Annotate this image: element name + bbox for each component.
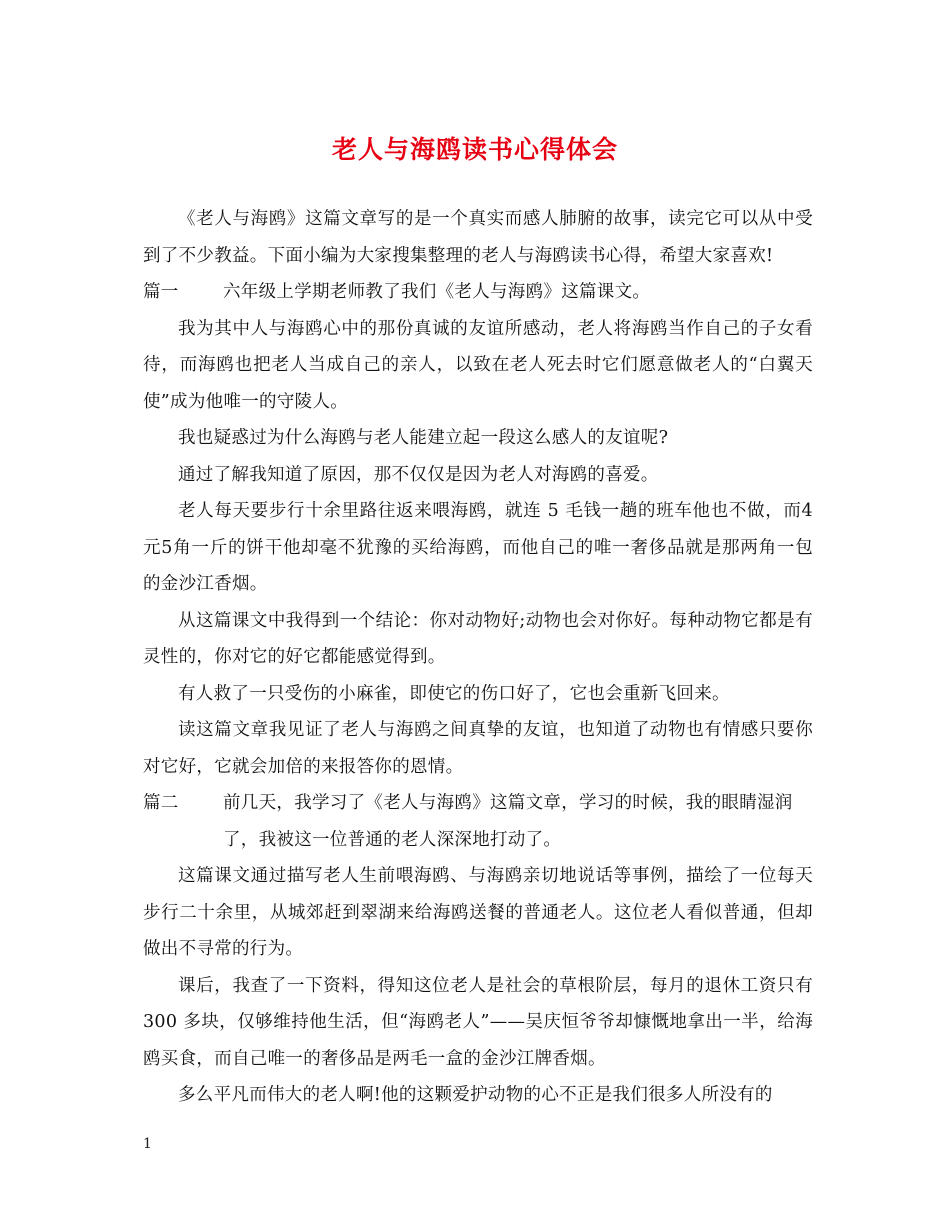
paragraph: 有人救了一只受伤的小麻雀，即使它的伤口好了，它也会重新飞回来。 [178,683,730,704]
paragraph: 前几天，我学习了《老人与海鸥》这篇文章，学习的时候，我的眼睛湿润了，我被这一位普通的老人深深地打动了。 [223,793,793,850]
paragraph: 多么平凡而伟大的老人啊!他的这颗爱护动物的心不正是我们很多人所没有的 [178,1085,773,1105]
paragraph: 六年级上学期老师教了我们《老人与海鸥》这篇课文。 [223,282,651,302]
paragraph: 课后，我查了一下资料，得知这位老人是社会的草根阶层，每月的退休工资只有 300 多块，仅够维持他生活，但“海鸥老人”——吴庆恒爷爷却慷慨地拿出一半，给海鸥买食，而自己唯一的奢侈品是两毛一盒的金沙江牌香烟。 [143,975,813,1069]
paragraph: 我也疑惑过为什么海鸥与老人能建立起一段这么感人的友谊呢? [178,428,669,448]
paragraph: 通过了解我知道了原因，那不仅仅是因为老人对海鸥的喜爱。 [178,464,659,485]
paragraph: 老人每天要步行十余里路往返来喂海鸥，就连 5 毛钱一趟的班车他也不做，而4元5角一斤的饼干他却毫不犹豫的买给海鸥，而他自己的唯一奢侈品就是那两角一包的金沙江香烟。 [143,501,813,594]
section-label: 篇二 [143,793,179,813]
paragraph: 我为其中人与海鸥心中的那份真诚的友谊所感动，老人将海鸥当作自己的子女看待，而海鸥也把老人当成自己的亲人，以致在老人死去时它们愿意做老人的“白翼天使”成为他唯一的守陵人。 [143,318,813,412]
paragraph: 读这篇文章我见证了老人与海鸥之间真挚的友谊，也知道了动物也有情感只要你对它好，它就会加倍的来报答你的恩情。 [143,720,813,777]
section-heading-row [143,785,813,858]
paragraph: 这篇课文通过描写老人生前喂海鸥、与海鸥亲切地说话等事例，描绘了一位每天步行二十余里，从城郊赶到翠湖来给海鸥送餐的普通老人。这位老人看似普通，但却做出不寻常的行为。 [143,866,813,959]
document-body [143,201,813,1114]
section-label: 篇一 [143,282,179,302]
paragraph: 《老人与海鸥》这篇文章写的是一个真实而感人肺腑的故事，读完它可以从中受到了不少教益。下面小编为大家搜集整理的老人与海鸥读书心得，希望大家喜欢! [143,209,813,266]
paragraph: 从这篇课文中我得到一个结论：你对动物好;动物也会对你好。每种动物它都是有灵性的，你对它的好它都能感觉得到。 [143,610,813,667]
page-number: 1 [143,1136,152,1152]
document-title: 老人与海鸥读书心得体会 [331,135,618,164]
section-heading-row [143,274,813,311]
